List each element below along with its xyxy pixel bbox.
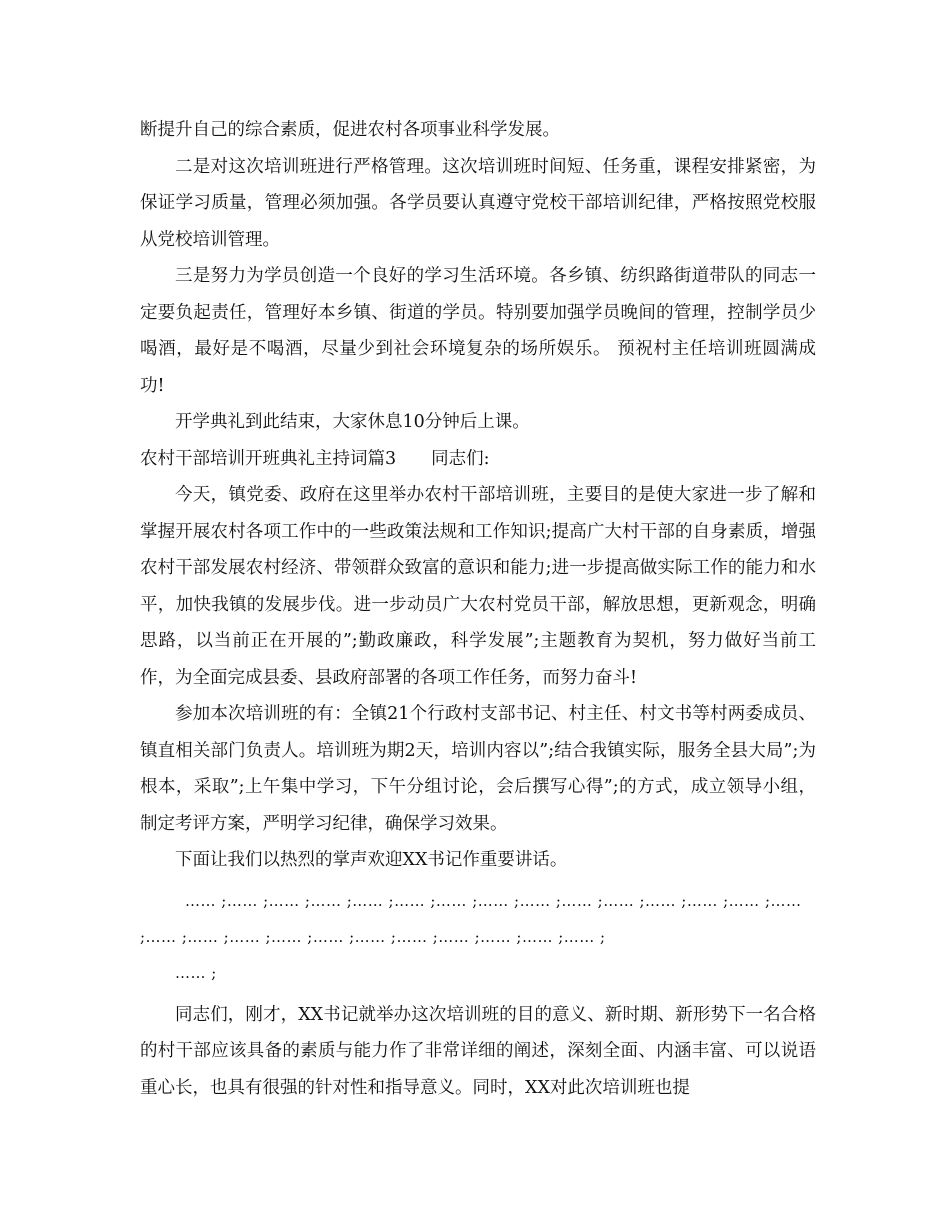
paragraph-closing: 开学典礼到此结束，大家休息10分钟后上课。 [175,412,530,432]
paragraph-summary: 同志们，刚才，XX书记就举办这次培训班的目的意义、新时期、新形势下一名合格的村干部应该具备的素质与能力作了非常详细的阐述，深刻全面、内涵丰富、可以说语重心长，也具有很强的针对性和指导意义。同时，XX对此次培训班也提 [140,1004,816,1098]
section-heading: 农村干部培训开班典礼主持词篇3 同志们: [140,448,490,469]
document-page [140,112,816,1106]
paragraph-management: 二是对这次培训班进行严格管理。这次培训班时间短、任务重，课程安排紧密，为保证学习质量，管理必须加强。各学员要认真遵守党校干部培训纪律，严格按照党校服从党校培训管理。 [140,156,816,250]
paragraph-participants: 参加本次培训班的有：全镇21个行政村支部书记、村主任、村文书等村两委成员、镇直相关部门负责人。培训班为期2天，培训内容以”;结合我镇实际，服务全县大局”;为根本，采取”;上午集中学习，下午分组讨论，会后撰写心得”;的方式，成立领导小组，制定考评方案，严明学习纪律，确保学习效果。 [140,704,816,834]
ellipsis-separator-short: …… ; [175,963,217,982]
ellipsis-separator: …… ;…… ;…… ;…… ;…… ;…… ;…… ;…… ;…… ;…… ;…… ;…… ;…… ;…… ;…… ;…… ;…… ;…… ;…… ;…… ;…… ;…… ;…… ;…… ;…… ;…… ; [140,891,802,946]
paragraph-continuation: 断提升自己的综合素质，促进农村各项事业科学发展。 [140,120,560,140]
paragraph-welcome: 下面让我们以热烈的掌声欢迎XX书记作重要讲话。 [175,850,568,870]
paragraph-purpose: 今天，镇党委、政府在这里举办农村干部培训班，主要目的是使大家进一步了解和掌握开展农村各项工作中的一些政策法规和工作知识;提高广大村干部的自身素质，增强农村干部发展农村经济、带领群众致富的意识和能力;进一步提高做实际工作的能力和水平，加快我镇的发展步伐。进一步动员广大农村党员干部，解放思想，更新观念，明确思路，以当前正在开展的”;勤政廉政，科学发展”;主题教育为契机，努力做好当前工作，为全面完成县委、县政府部署的各项工作任务，而努力奋斗! [140,485,816,688]
paragraph-environment: 三是努力为学员创造一个良好的学习生活环境。各乡镇、纺织路街道带队的同志一定要负起责任，管理好本乡镇、街道的学员。特别要加强学员晚间的管理，控制学员少喝酒，最好是不喝酒，尽量少到社会环境复杂的场所娱乐。 预祝村主任培训班圆满成功! [140,266,816,396]
